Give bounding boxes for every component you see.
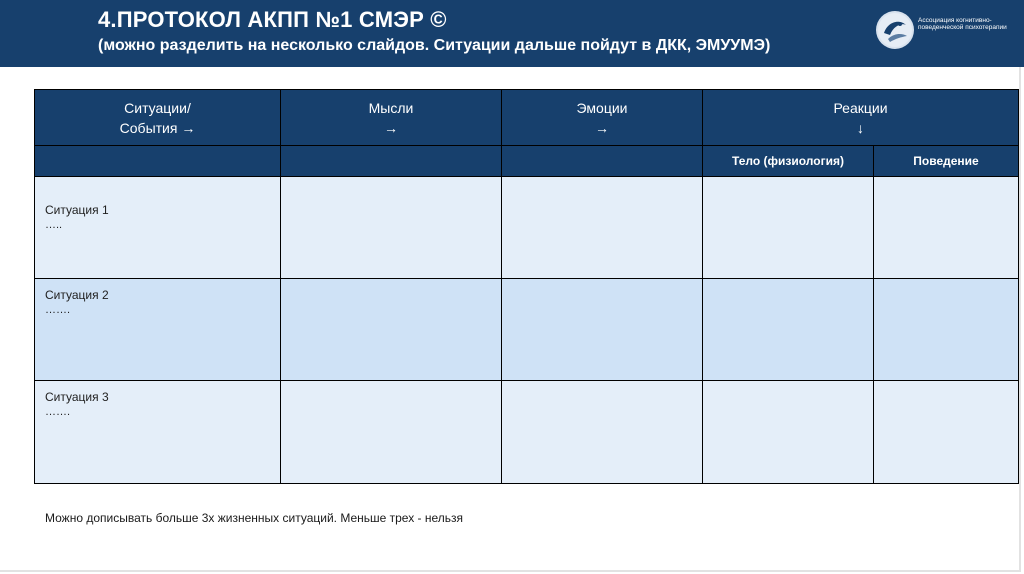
- subheader-empty: [502, 146, 703, 177]
- situation-placeholder: …….: [45, 406, 71, 418]
- situation-placeholder: …..: [45, 219, 63, 231]
- body-cell[interactable]: [703, 177, 874, 279]
- slide-title: 4.ПРОТОКОЛ АКПП №1 СМЭР ©: [98, 7, 447, 32]
- slide-subtitle: (можно разделить на несколько слайдов. Ситуации дальше пойдут в ДКК, ЭМУУМЭ): [98, 37, 771, 54]
- footnote: Можно дописывать больше 3х жизненных ситуаций. Меньше трех - нельзя: [45, 511, 464, 525]
- situation-label: Ситуация 3: [45, 390, 109, 404]
- subheader-empty: [35, 146, 281, 177]
- header-emotions: Эмоции →: [502, 90, 703, 146]
- subheader-body: Тело (физиология): [703, 146, 874, 177]
- thoughts-cell[interactable]: [281, 177, 502, 279]
- logo-text: Ассоциация когнитивно-поведенческой психотерапии: [918, 17, 1007, 31]
- situation-label: Ситуация 2: [45, 288, 109, 302]
- behavior-cell[interactable]: [874, 279, 1019, 381]
- situation-cell[interactable]: [35, 279, 281, 381]
- header-reactions: Реакции ↓: [703, 90, 1019, 146]
- subheader-behavior: Поведение: [874, 146, 1019, 177]
- situation-placeholder: …….: [45, 304, 71, 316]
- thoughts-cell[interactable]: [281, 381, 502, 484]
- globe-icon: [876, 11, 914, 49]
- emotions-cell[interactable]: [502, 177, 703, 279]
- association-logo: [876, 11, 1016, 51]
- behavior-cell[interactable]: [874, 177, 1019, 279]
- body-cell[interactable]: [703, 381, 874, 484]
- table-row: [35, 279, 1019, 381]
- subheader-empty: [281, 146, 502, 177]
- slide-header: [0, 0, 1024, 67]
- behavior-cell[interactable]: [874, 381, 1019, 484]
- protocol-table: [34, 89, 1019, 484]
- situation-label: Ситуация 1: [45, 203, 109, 217]
- situation-cell[interactable]: [35, 177, 281, 279]
- header-situations: Ситуации/ События →: [35, 90, 281, 146]
- emotions-cell[interactable]: [502, 381, 703, 484]
- header-thoughts: Мысли →: [281, 90, 502, 146]
- situation-cell[interactable]: [35, 381, 281, 484]
- table-row: [35, 381, 1019, 484]
- emotions-cell[interactable]: [502, 279, 703, 381]
- thoughts-cell[interactable]: [281, 279, 502, 381]
- table-row: [35, 177, 1019, 279]
- body-cell[interactable]: [703, 279, 874, 381]
